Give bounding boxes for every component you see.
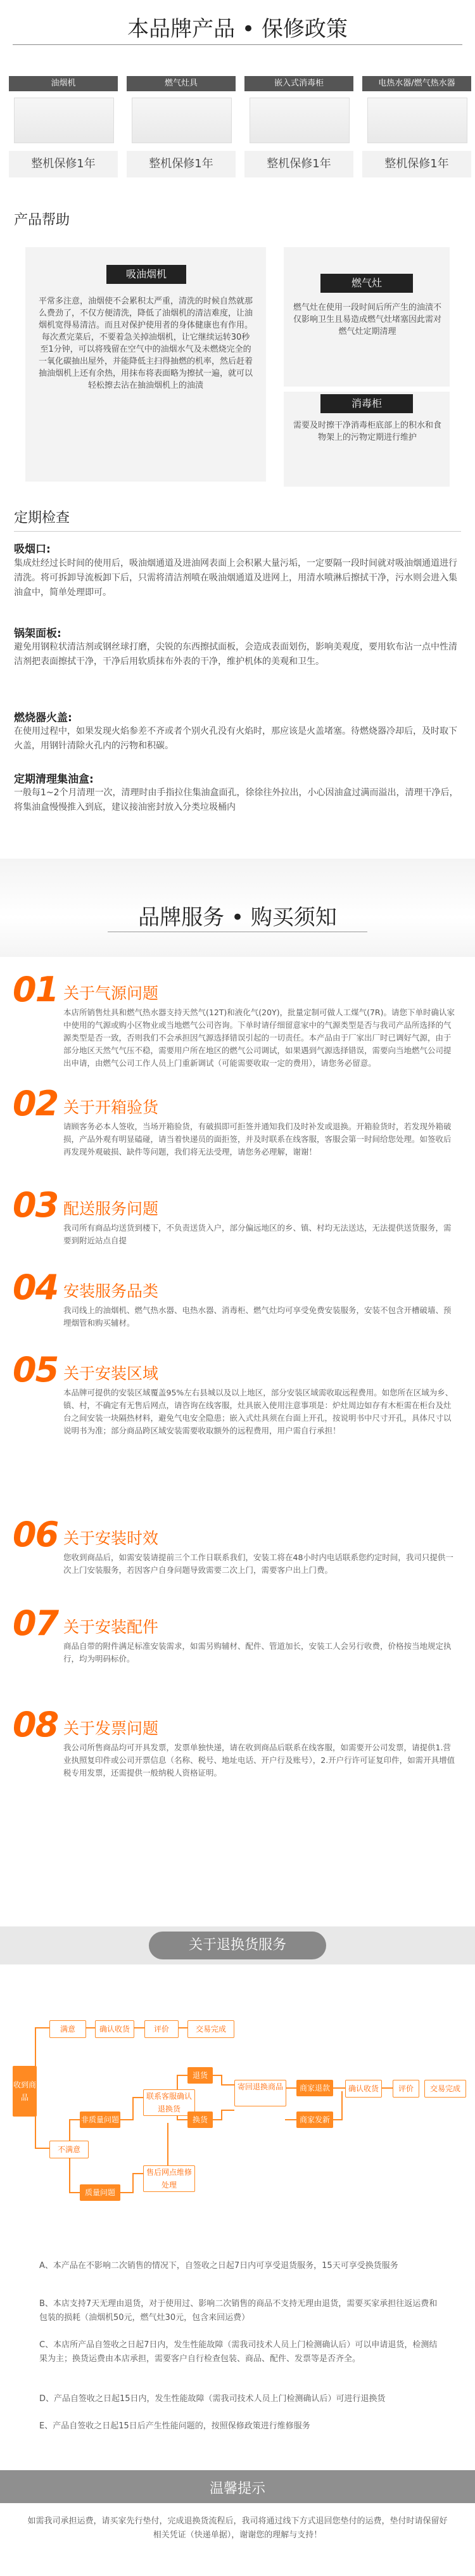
- product-card-stove: [127, 76, 236, 184]
- service-text: 商品自带的附件满足标准安装需求，如需另购辅材、配件、管道加长，安装工人会另行收费，价格按当地规定执行，均为明码标价。: [63, 1641, 452, 1663]
- service-heading: 配送服务问题: [63, 1200, 159, 1218]
- service-title: 品牌服务 • 购买须知: [138, 905, 337, 930]
- service-number: 06: [13, 1515, 58, 1554]
- product-tag: 电热水器/燃气热水器: [362, 76, 471, 91]
- flow-repair: 售后网点维修处理: [143, 2165, 195, 2192]
- product-card-hood: [9, 76, 118, 184]
- service-number: 03: [13, 1185, 58, 1225]
- product-tag: 油烟机: [9, 76, 118, 91]
- check-heading-burner: 燃烧器火盖:: [14, 712, 72, 724]
- flow-ship-new: 商家发新货: [296, 2111, 333, 2128]
- flow-quality: 质量问题: [80, 2184, 120, 2201]
- range-hood-image: [14, 98, 114, 143]
- flow-receive: 收到商品: [13, 2066, 37, 2117]
- service-text: 本品牌可提供的安装区域覆盖95%左右县城以及以上地区，部分安装区域需收取远程费用。如您所在区域为乡、镇、村，不确定有无售后网点，请咨询在线客服，灶具嵌入使用注意事项是：炉灶周边如存有木柜需在柜台及灶台之间安装一块隔热材料，避免气电安全隐患；嵌入式灶具须在台面上开孔，按说明书中尺寸开孔，具体尺寸以说明书为准；部分商品跨区域安装需要收取额外的远程费用，用户需自行承担！: [63, 1388, 453, 1435]
- note-e: E、产品自签收之日起15日后产生性能问题的，按照保修政策进行维修服务: [39, 2421, 310, 2431]
- check-heading-panel: 锅架面板:: [14, 627, 61, 640]
- stove-help-label: 燃气灶: [320, 274, 413, 293]
- product-tag: 嵌入式消毒柜: [244, 76, 353, 91]
- flow-nonquality: 非质量问题: [80, 2111, 120, 2128]
- flow-confirm2: 确认收货: [345, 2080, 382, 2098]
- flow-exchange: 换货: [187, 2111, 213, 2128]
- service-heading: 安装服务品类: [63, 1282, 159, 1300]
- note-b: B、本店支持7天无理由退货，对于使用过、影响二次销售的商品不支持无理由退货，需要买家承担往返运费和包装的损耗（油烟机50元，燃气灶30元，包含来回运费）: [39, 2299, 438, 2323]
- check-text-inlet: 集成灶经过长时间的使用后，吸油烟通道及进油网表面上会积累大量污垢，一定要隔一段时间就对吸油烟通道进行清洗。将可拆卸导流板卸下后，只需将清洁剂喷在吸油烟通道及进网上，用清水喷淋后擦拭干净，污水则会进入集油盒中，简单处理即可。: [14, 558, 457, 598]
- product-card-cabinet: [244, 76, 353, 184]
- check-text-burner: 在使用过程中，如果发现火焰参差不齐或者个别火孔没有火焰时，那应该是火盖堵塞。待燃烧器冷却后，及时取下火盖，用钢针清除火孔内的污物和积碳。: [14, 726, 457, 751]
- flow-return: 退货: [187, 2067, 213, 2084]
- checks-divider: [14, 531, 461, 532]
- service-number: 04: [13, 1267, 58, 1307]
- service-heading: 关于安装配件: [63, 1618, 159, 1636]
- service-heading: 关于发票问题: [63, 1719, 159, 1738]
- flow-contact-cs: 联系客服确认退换货: [143, 2089, 195, 2116]
- check-text-oilbox: 一般每1~2个月清理一次，清理时由手指拉住集油盒面孔，徐徐往外拉出，小心因油盒过满而溢出，清理干净后，将集油盒慢慢推入到底，建议接油密封放入分类垃圾桶内: [14, 788, 459, 812]
- tips-title: 温馨提示: [209, 2481, 265, 2497]
- check-text-panel: 避免用钢粒状清洁剂或钢丝球打磨，尖锐的东西擦拭面板，会造成表面划伤，影响美观度，要用软布沾一点中性清洁剂把表面擦拭干净，干净后用软质抹布外表的干净，维护机体的美观和卫生。: [14, 642, 457, 667]
- stove-help-text: 燃气灶在使用一段时间后所产生的油渍不仅影响卫生且易造成燃气灶堵塞因此需对燃气灶定期清理: [293, 303, 441, 336]
- flow-unsatisfied: 不满意: [49, 2141, 89, 2158]
- note-d: D、产品自签收之日起15日内，发生性能故障（需我司技术人员上门检测确认后）可进行退换货: [39, 2394, 386, 2404]
- returns-title: 关于退换货服务: [149, 1932, 326, 1959]
- product-tag: 燃气灶具: [127, 76, 236, 91]
- service-text: 我司线上的油烟机、燃气热水器、电热水器、消毒柜、燃气灶均可享受免费安装服务，安装不包含开槽破墙、预埋烟管和购买辅材。: [63, 1305, 452, 1328]
- hood-help-label: 吸油烟机: [106, 265, 186, 284]
- cabinet-help-text: 需要及时擦干净消毒柜底部上的积水和食物架上的污物定期进行维护: [293, 421, 441, 442]
- service-text: 请顾客务必本人签收，当场开箱验货，有破损即可拒签并通知我们及时补发或退换。开箱验货时，若发现外箱破损，产品外观有明显磕碰，请当着快递员的面拒签，并及时联系在线客服，客服会第一时间给您处理。如签收后再发现外观破损、缺件等问题，我们将无法受理，请您务必理解，谢谢！: [63, 1122, 452, 1157]
- product-warranty: 整机保修1年: [9, 151, 118, 177]
- flow-review2: 评价: [393, 2080, 419, 2098]
- flow-confirm: 确认收货: [95, 2020, 134, 2038]
- product-card-heater: [362, 76, 471, 184]
- flow-satisfied: 满意: [49, 2020, 86, 2038]
- page-title: 本品牌产品 • 保修政策: [127, 16, 348, 42]
- water-heater-image: [367, 98, 467, 143]
- hood-help-text: 平常多注意，油烟使不会累积太严重，清洗的时候自然就那么费劲了，不仅方便清洗，降低了油烟机的清洁难度，让油烟机宽得易清洁。而且对保护使用者的身体健康也有作用。每次煮完菜后，不要着急关掉油烟机，让它继续运转30秒至1分钟，可以将残留在空气中的油烟水气及未燃烧完全的一氧化碳抽出屋外，并能降低主扫得抽燃的机率，然后赶着抽油烟机上还有余热，用抹布将表面略为擦拭一遍，就可以轻松擦去沾在抽油烟机上的油渍: [38, 297, 253, 390]
- product-warranty: 整机保修1年: [362, 151, 471, 177]
- service-number: 02: [13, 1084, 58, 1124]
- cabinet-help-label: 消毒柜: [320, 394, 413, 413]
- service-number: 05: [13, 1350, 58, 1390]
- service-heading: 关于安装时效: [63, 1529, 159, 1548]
- service-number: 01: [13, 970, 58, 1009]
- gas-stove-image: [132, 98, 232, 143]
- flow-refund: 商家退款: [296, 2080, 333, 2096]
- help-title: 产品帮助: [14, 212, 70, 228]
- check-heading-oilbox: 定期清理集油盒:: [14, 773, 94, 786]
- disinfection-cabinet-image: [250, 98, 350, 143]
- flow-done: 交易完成: [187, 2020, 234, 2038]
- service-text: 我司所有商品均送货到楼下，不负责送货入户，部分偏远地区的乡、镇、村均无法送达，无法提供送货服务，需要到附近站点自提: [63, 1223, 452, 1245]
- tips-text: 如需我司承担运费，请买家先行垫付，完成退换货流程后，我司将通过线下方式退回您垫付的运费，垫付时请保留好相关凭证（快递单据），谢谢您的理解与支持！: [27, 2516, 448, 2540]
- note-c: C、本店所产品自签收之日起7日内，发生性能故障（需我司技术人员上门检测确认后）可以申请退货，检测结果为主；换货运费由本店承担，需要客户自行检查包装、商品、配件、发票等是否齐全。: [39, 2340, 438, 2364]
- header-divider: [13, 44, 462, 45]
- service-number: 07: [13, 1603, 58, 1643]
- check-heading-inlet: 吸烟口:: [14, 543, 51, 556]
- service-text: 本店所销售灶具和燃气热水器支持天然气(12T)和液化气(20Y)，批量定制可做人工煤气(7R)。请您下单时确认家中使用的气源或购小区物业或当地燃气公司咨询。下单时请仔细留意家中的气源类型是否与我司产品所选择的气源类型是否一致，否则我们不会承担因气源选择错误引起的一切责任。本产品由于厂家出厂时已调好气源，由于部分地区天然气气压不稳，需要用户所在地区的燃气公司调试，如果遇到气源选择错误，需要向当地燃气公司提出申请，由燃气公司工作人员上门重新调试（可能需要收取一定的费用），请您务必留意。: [63, 1008, 455, 1068]
- service-heading: 关于开箱验货: [63, 1098, 159, 1117]
- service-text: 我公司所售商品均可开具发票，发票单独快递，请在收到商品后联系在线客服，如需要开公司发票，请提供1.营业执照复印件或公司开票信息（名称、税号、地址电话、开户行及账号），2.开户行许可证复印件，如需开具增值税专用发票，还需提供一般纳税人资格证明。: [63, 1743, 455, 1778]
- flow-review: 评价: [144, 2020, 179, 2038]
- flow-send-back: 寄回退换商品: [234, 2080, 286, 2106]
- note-a: A、本产品在不影响二次销售的情况下，自签收之日起7日内可享受退货服务，15天可享受换货服务: [39, 2261, 398, 2271]
- service-heading: 关于气源问题: [63, 984, 159, 1003]
- product-warranty: 整机保修1年: [244, 151, 353, 177]
- service-heading: 关于安装区域: [63, 1364, 159, 1383]
- product-warranty: 整机保修1年: [127, 151, 236, 177]
- service-text: 您收到商品后，如需安装请提前三个工作日联系我们，安装工将在48小时内电话联系您约定时间，我司只提供一次上门安装服务，若因客户自身问题导致需要二次上门，需要客户出上门费。: [63, 1553, 453, 1575]
- checks-title: 定期检查: [14, 510, 70, 526]
- flow-done2: 交易完成: [424, 2080, 466, 2098]
- service-number: 08: [13, 1705, 58, 1745]
